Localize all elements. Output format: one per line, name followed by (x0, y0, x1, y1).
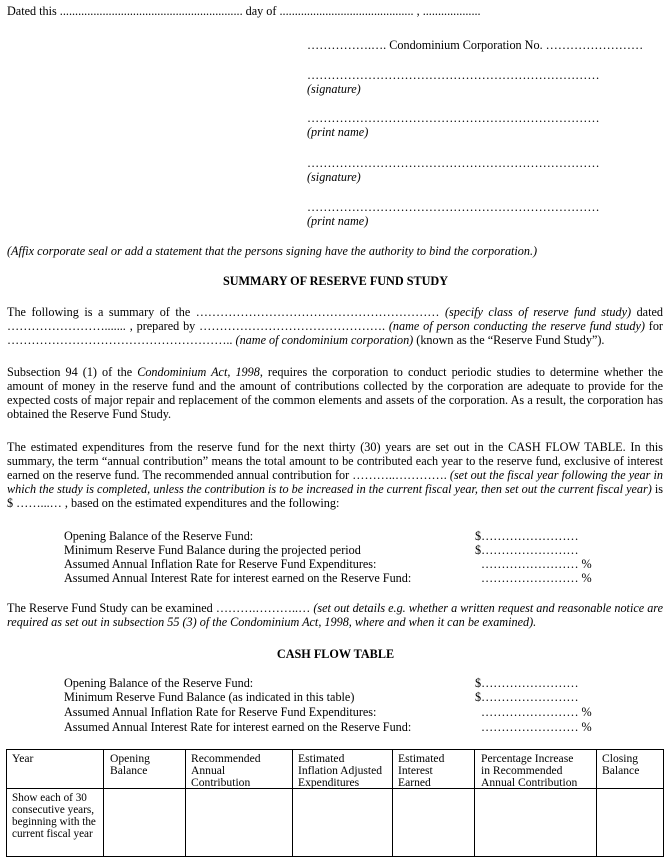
summary-item-value: $…………………… (475, 529, 579, 543)
cash-flow-item-label: Assumed Annual Inflation Rate for Reserve Fund Expenditures: (64, 705, 377, 719)
cash-flow-item-value: $…………………… (475, 690, 579, 704)
cash-flow-item-label: Minimum Reserve Fund Balance (as indicated in this table) (64, 690, 355, 704)
summary-item-label: Opening Balance of the Reserve Fund: (64, 529, 254, 543)
p1-person-note: (name of person conducting the reserve fund study) (385, 319, 645, 333)
print-name-label: (print name) (307, 214, 369, 228)
signature-label: (signature) (307, 170, 361, 184)
column-header-opening-balance: Opening Balance (110, 752, 150, 777)
column-header-closing-balance: Closing Balance (602, 752, 640, 777)
p2-text: Subsection 94 (1) of the (7, 365, 138, 379)
summary-item-label: Minimum Reserve Fund Balance during the projected period (64, 543, 361, 557)
corporation-line: …………….…. Condominium Corporation No. …………………… (307, 38, 644, 52)
summary-item-value: …………………… % (481, 571, 592, 585)
p1-corp-note: (name of condominium corporation) (232, 333, 414, 347)
subsection-paragraph (7, 365, 663, 421)
p4-text: The Reserve Fund Study can be examined ……….………..… (7, 601, 311, 615)
cash-flow-heading: CASH FLOW TABLE (276, 647, 395, 661)
cash-flow-table (6, 749, 664, 857)
summary-heading: SUMMARY OF RESERVE FUND STUDY (222, 274, 449, 288)
p1-class-note: (specify class of reserve fund study) (439, 305, 632, 319)
p1-text: dated ……………………....... , prepared by ………………………………………. (7, 305, 663, 333)
summary-intro-paragraph (7, 305, 663, 347)
cash-flow-item-value: $…………………… (475, 676, 579, 690)
print-name-line: ……………………………………………………………… (307, 200, 600, 214)
column-header-recommended-contribution: Recommended Annual Contribution (191, 752, 261, 789)
column-header-inflation-adjusted-expenditures: Estimated Inflation Adjusted Expenditures (298, 752, 383, 789)
cash-flow-item-label: Opening Balance of the Reserve Fund: (64, 676, 254, 690)
summary-item-label: Assumed Annual Interest Rate for interest earned on the Reserve Fund: (64, 571, 412, 585)
signature-line: ……………………………………………………………… (307, 156, 600, 170)
fiscal-year-note: (set out the fiscal year following the year in which the study is completed, unless the contribution is to be increased in the current fiscal year, then set out the current fiscal year) (7, 468, 663, 496)
summary-item-label: Assumed Annual Inflation Rate for Reserve Fund Expenditures: (64, 557, 377, 571)
p3-text: is $ ……...… , based on the estimated expenditures and the following: (7, 482, 663, 510)
column-header-percentage-increase: Percentage Increase in Recommended Annual Contribution (481, 752, 578, 789)
examination-note: (set out details e.g. whether a written request and reasonable notice are required as set out in subsection 55 (3) of the Condominium Act, 1998, where and when it can be examined). (7, 601, 663, 629)
cash-flow-item-label: Assumed Annual Interest Rate for interest earned on the Reserve Fund: (64, 720, 412, 734)
summary-item-value: $…………………… (475, 543, 579, 557)
act-title: Condominium Act, 1998 (137, 365, 260, 379)
print-name-label: (print name) (307, 125, 369, 139)
expenditures-paragraph (7, 440, 663, 510)
summary-item-value: …………………… % (481, 557, 592, 571)
p2-text: , requires the corporation to conduct periodic studies to determine whether the amount of money in the reserve fund and the amount of contributions collected by the corporation are adequate to provide for the expected costs of major repair and replacement of the common elements and assets of the corporation. As a result, the corporation has obtained the Reserve Fund Study. (7, 365, 663, 421)
cash-flow-item-value: …………………… % (481, 705, 592, 719)
p1-text: The following is a summary of the …………………………………………………… (7, 305, 440, 319)
column-header-interest-earned: Estimated Interest Earned (398, 752, 445, 789)
p1-text: (known as the “Reserve Fund Study”). (413, 333, 605, 347)
dated-line: Dated this ............................................................ day of ............................................ , ................... (7, 4, 481, 18)
signature-line: ……………………………………………………………… (307, 68, 600, 82)
p3-text: The estimated expenditures from the reserve fund for the next thirty (30) years are set out in the CASH FLOW TABLE. In this summary, the term “annual contribution” means the total amount to be contributed each year to the reserve fund, exclusive of interest earned on the reserve fund. The recommended annual contribution for ………..…………. (7, 440, 663, 482)
corporate-seal-note: (Affix corporate seal or add a statement that the persons signing have the authority to bind the corporation.) (7, 244, 538, 258)
column-header-year: Year (12, 752, 34, 765)
examination-paragraph (7, 601, 663, 629)
table-row-year-instructions: Show each of 30 consecutive years, beginning with the current fiscal year (12, 792, 96, 840)
p1-text: for ……………………………………………….. (7, 319, 663, 347)
print-name-line: ……………………………………………………………… (307, 111, 600, 125)
signature-label: (signature) (307, 82, 361, 96)
cash-flow-item-value: …………………… % (481, 720, 592, 734)
